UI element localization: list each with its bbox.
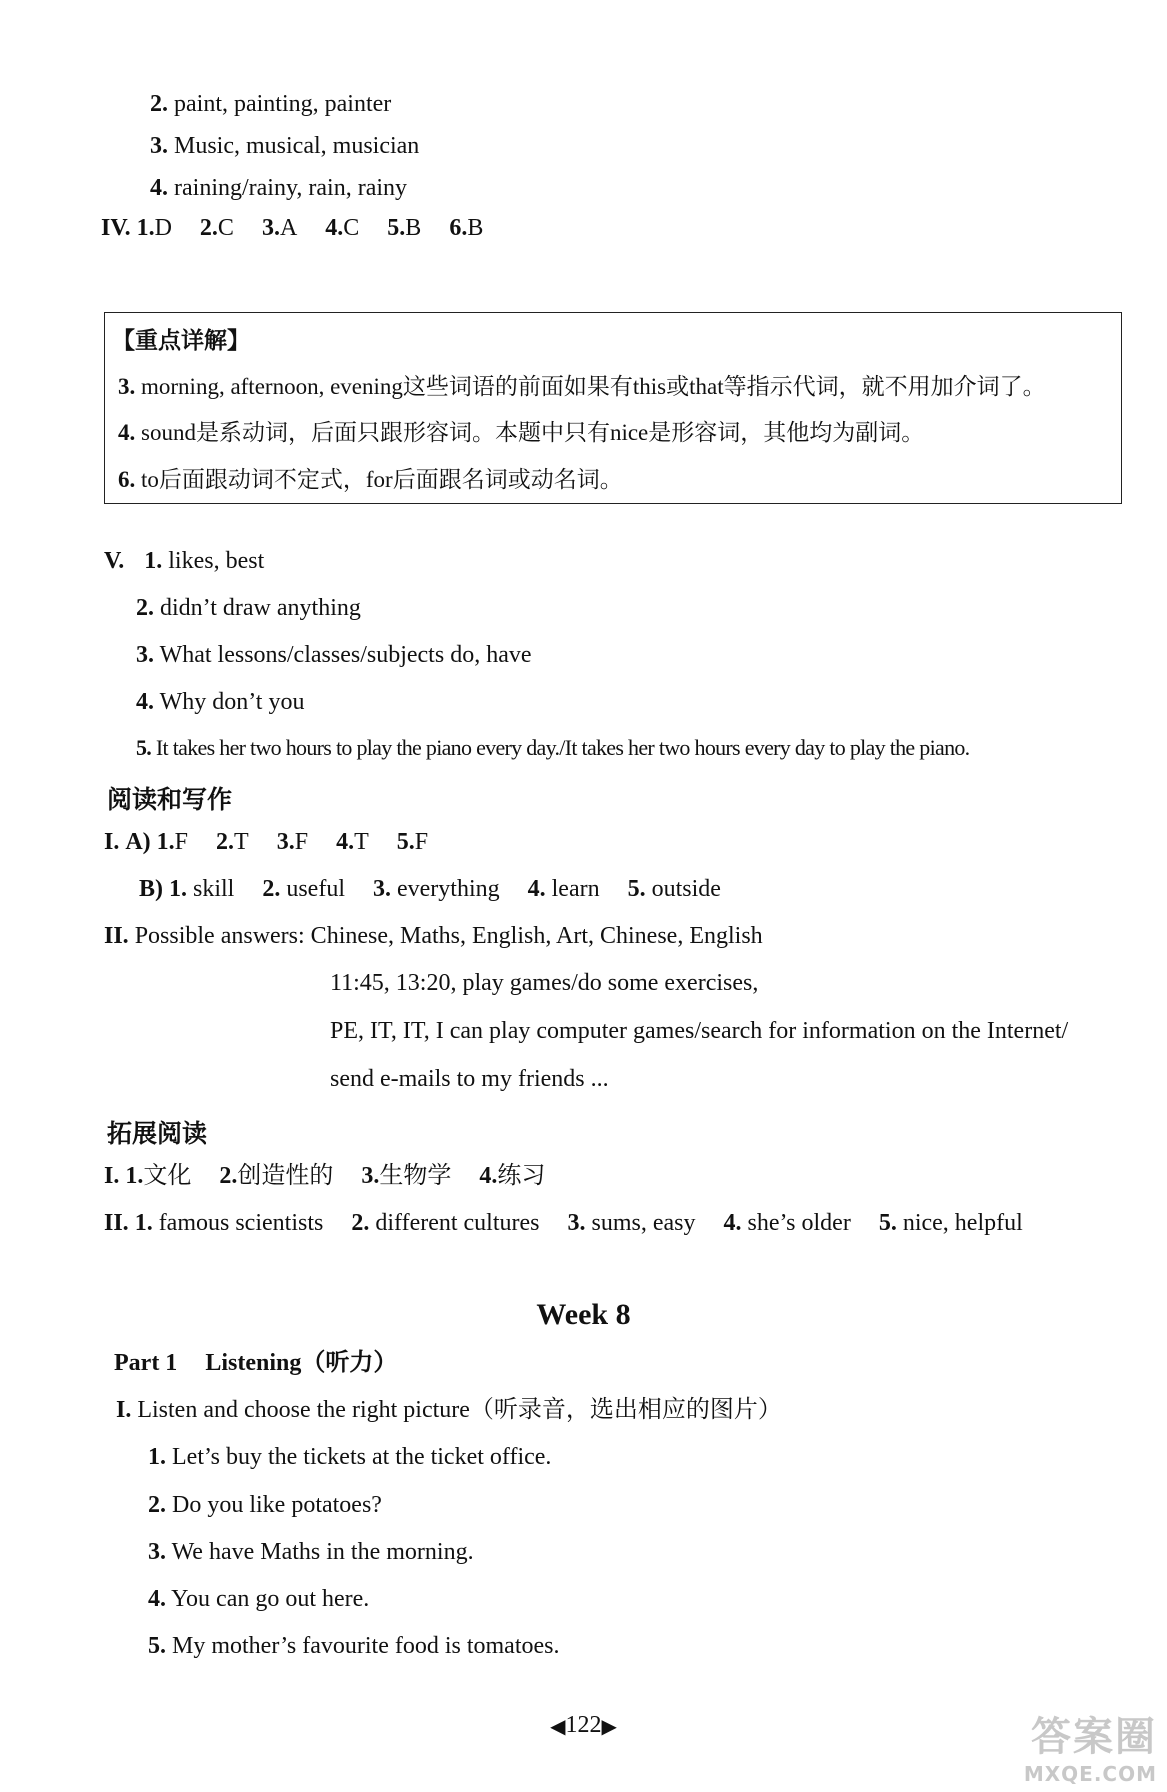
answer-line: 11:45, 13:20, play games/do some exercises, — [330, 970, 759, 996]
list-item: 4. You can go out here. — [148, 1586, 370, 1612]
answer-line: 2. paint, painting, painter — [150, 91, 392, 117]
key-point-note: 6. to后面跟动词不定式，for后面跟名词或动名词。 — [118, 467, 623, 492]
left-triangle-icon: ◀ — [550, 1715, 566, 1738]
answer-line: send e-mails to my friends ... — [330, 1066, 609, 1092]
answer-line: II. Possible answers: Chinese, Maths, English, Art, Chinese, English — [104, 923, 763, 949]
page-number: ◀122▶ — [550, 1712, 617, 1738]
answer-line: V. 1. likes, best — [104, 548, 265, 574]
listening-instruction: I. Listen and choose the right picture（听录音，选出相应的图片） — [116, 1397, 782, 1423]
section-heading: 拓展阅读 — [107, 1119, 208, 1148]
answer-line: B) 1. skill 2. useful 3. everything 4. learn 5. outside — [139, 876, 721, 902]
section-iv-answers: IV. 1.D 2.C 3.A 4.C 5.B 6.B — [101, 215, 484, 241]
answer-line: 4. Why don’t you — [136, 689, 305, 715]
key-points-title: 【重点详解】 — [112, 328, 250, 354]
answer-line: I. 1.文化 2.创造性的 3.生物学 4.练习 — [104, 1163, 546, 1189]
list-item: 2. Do you like potatoes? — [148, 1492, 382, 1518]
answer-line: II. 1. famous scientists 2. different cultures 3. sums, easy 4. she’s older 5. nice, helpful — [104, 1210, 1023, 1236]
answer-line: 3. What lessons/classes/subjects do, have — [136, 642, 532, 668]
right-triangle-icon: ▶ — [601, 1715, 617, 1738]
answer-line: PE, IT, IT, I can play computer games/search for information on the Internet/ — [330, 1018, 1069, 1044]
answer-line: 5. It takes her two hours to play the piano every day./It takes her two hours every day to play the piano. — [136, 735, 970, 760]
key-point-note: 3. morning, afternoon, evening这些词语的前面如果有this或that等指示代词，就不用加介词了。 — [118, 374, 1046, 399]
list-item: 5. My mother’s favourite food is tomatoes. — [148, 1633, 560, 1659]
list-item: 3. We have Maths in the morning. — [148, 1539, 474, 1565]
watermark-logo: 答案圈 MXQE.COM — [1023, 1714, 1157, 1786]
week-title: Week 8 — [536, 1298, 631, 1331]
key-point-note: 4. sound是系动词，后面只跟形容词。本题中只有nice是形容词，其他均为副词。 — [118, 420, 925, 445]
answer-line: 3. Music, musical, musician — [150, 133, 420, 159]
answer-line: I. A) 1.F 2.T 3.F 4.T 5.F — [104, 829, 429, 855]
list-item: 1. Let’s buy the tickets at the ticket office. — [148, 1444, 552, 1470]
answer-line: 2. didn’t draw anything — [136, 595, 361, 621]
answer-line: 4. raining/rainy, rain, rainy — [150, 175, 408, 201]
part-heading: Part 1 Listening（听力） — [114, 1350, 398, 1376]
section-heading: 阅读和写作 — [107, 785, 233, 814]
